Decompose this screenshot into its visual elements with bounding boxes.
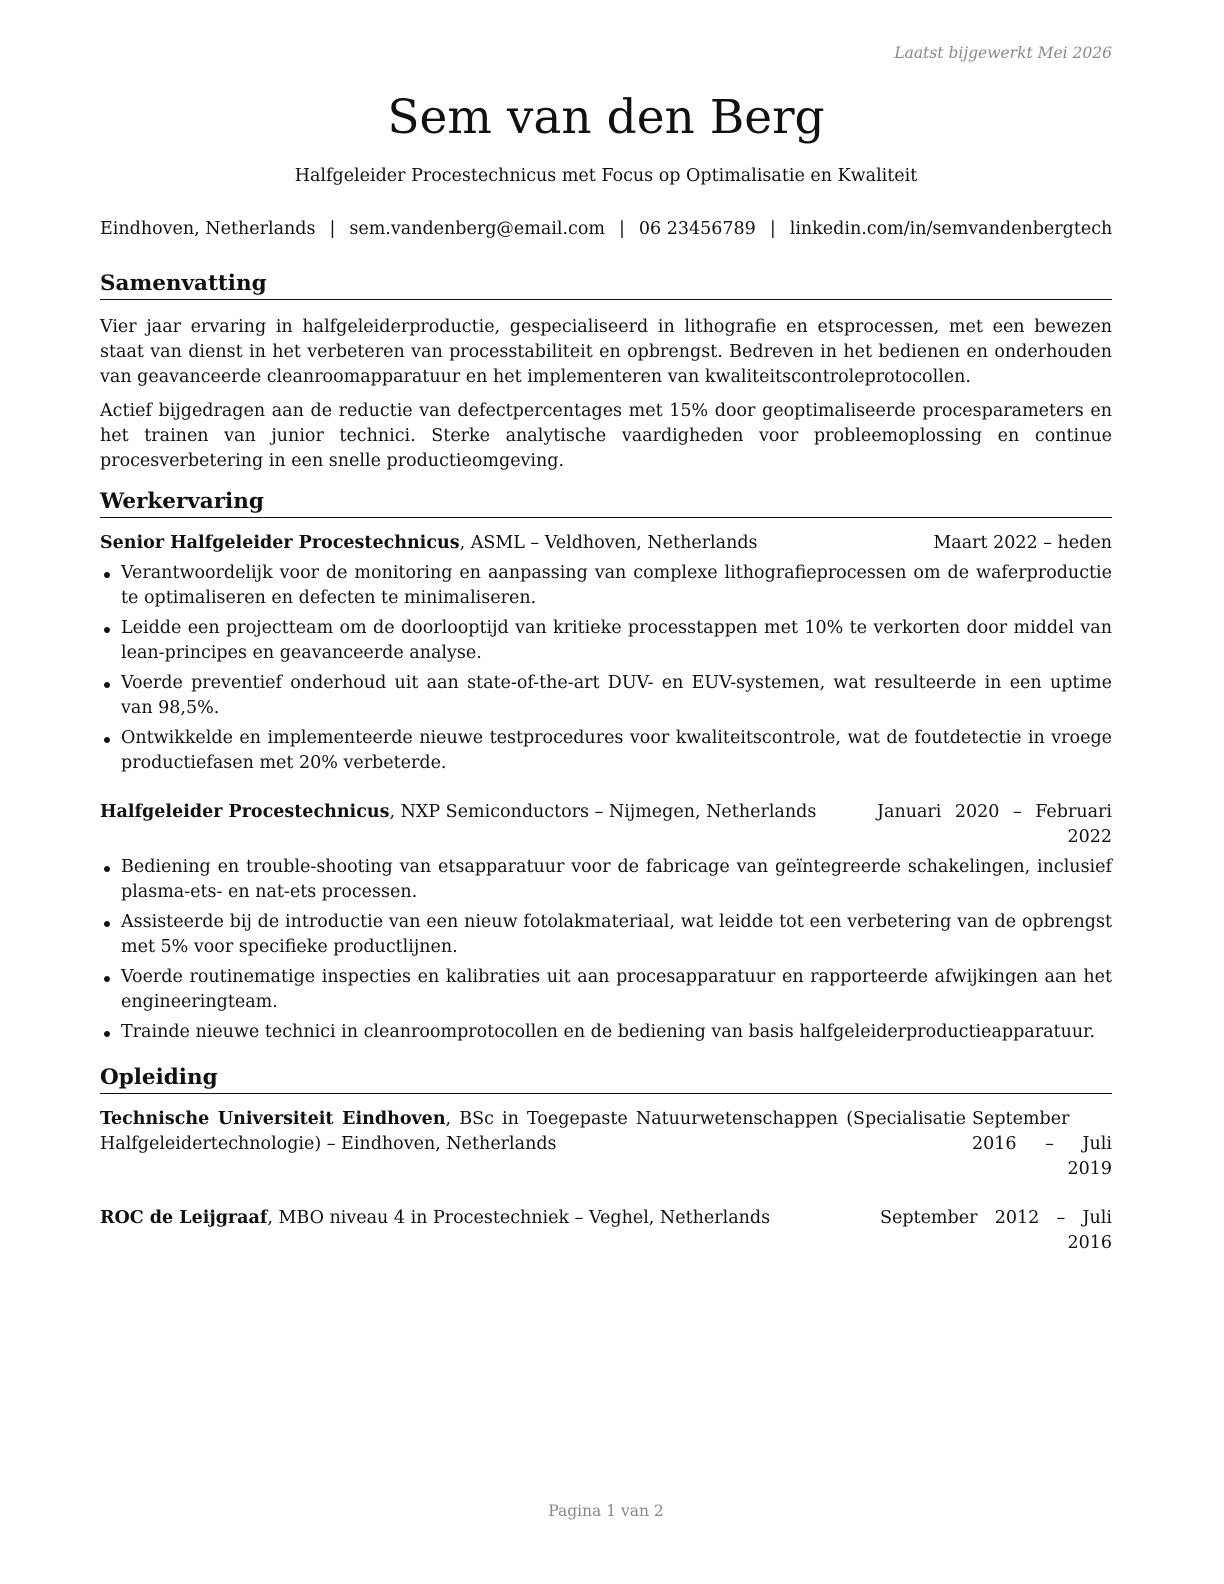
- contact-separator: |: [769, 219, 776, 239]
- last-updated: Laatst bijgewerkt Mei 2026: [894, 44, 1112, 62]
- education-section: [100, 1064, 1112, 1256]
- resume-page: [100, 0, 1112, 1584]
- job-entry: [100, 800, 1112, 1045]
- education-dates: September 2016 – Juli 2019: [972, 1109, 1112, 1179]
- list-item: Voerde preventief onderhoud uit aan state-of-the-art DUV- en EUV-systemen, wat resulteerde in een uptime van 98,5%.: [100, 671, 1112, 721]
- job-title: Senior Halfgeleider Procestechnicus: [100, 533, 460, 553]
- job-header: [100, 531, 1112, 556]
- bullet-icon: [104, 976, 110, 982]
- list-item: Verantwoordelijk voor de monitoring en aanpassing van complexe lithografieprocessen om de waferproductie te optimaliseren en defecten te minimaliseren.: [100, 561, 1112, 611]
- bullet-icon: [104, 737, 110, 743]
- bullet-icon: [104, 682, 110, 688]
- job-bullets: [100, 855, 1112, 1045]
- section-heading-summary: Samenvatting: [100, 270, 1112, 300]
- experience-section: [100, 488, 1112, 1045]
- job-dates: Maart 2022 – heden: [933, 533, 1112, 553]
- contact-separator: |: [329, 219, 336, 239]
- list-item: Bediening en trouble-shooting van etsapparatuur voor de fabricage van geïntegreerde schakelingen, inclusief plasma-ets- en nat-ets processen.: [100, 855, 1112, 905]
- bullet-icon: [104, 572, 110, 578]
- education-entry: [100, 1206, 1112, 1256]
- section-heading-education: Opleiding: [100, 1064, 1112, 1094]
- contact-location: Eindhoven, Netherlands: [100, 219, 316, 239]
- page-number: Pagina 1 van 2: [548, 1502, 664, 1520]
- job-dates: Januari 2020 – Februari 2022: [877, 802, 1112, 847]
- degree-detail: , BSc in Toegepaste Natuurwetenschappen (Specialisatie Halfgeleidertechnologie) – Eindhoven, Netherlands: [100, 1109, 966, 1154]
- contact-phone: 06 23456789: [638, 219, 756, 239]
- contact-line: [100, 219, 1112, 239]
- job-header: [100, 800, 1112, 850]
- education-entry: [100, 1107, 1112, 1182]
- bullet-icon: [104, 921, 110, 927]
- contact-linkedin[interactable]: linkedin.com/in/semvandenbergtech: [789, 219, 1113, 239]
- job-title: Halfgeleider Procestechnicus: [100, 802, 390, 822]
- list-item: Leidde een projectteam om de doorlooptijd van kritieke processtappen met 10% te verkorten door middel van lean-principes en geavanceerde analyse.: [100, 616, 1112, 666]
- candidate-name: Sem van den Berg: [387, 90, 825, 145]
- bullet-icon: [104, 627, 110, 633]
- job-company: , NXP Semiconductors – Nijmegen, Netherlands: [389, 802, 817, 822]
- education-dates: September 2012 – Juli 2016: [880, 1208, 1112, 1253]
- school-name: Technische Universiteit Eindhoven: [100, 1109, 446, 1129]
- list-item: Trainde nieuwe technici in cleanroomprotocollen en de bediening van basis halfgeleiderproductieapparatuur.: [100, 1020, 1112, 1045]
- list-item: Voerde routinematige inspecties en kalibraties uit aan procesapparatuur en rapporteerde afwijkingen aan het engineeringteam.: [100, 965, 1112, 1015]
- school-name: ROC de Leijgraaf: [100, 1208, 268, 1228]
- summary-paragraph: Actief bijgedragen aan de reductie van defectpercentages met 15% door geoptimaliseerde procesparameters en het trainen van junior technici. Sterke analytische vaardigheden voor probleemoplossing en continue procesverbetering in een snelle productieomgeving.: [100, 401, 1112, 471]
- list-item: Assisteerde bij de introductie van een nieuw fotolakmateriaal, wat leidde tot een verbetering van de opbrengst met 5% voor specifieke productlijnen.: [100, 910, 1112, 960]
- bullet-icon: [104, 866, 110, 872]
- summary-section: [100, 270, 1112, 474]
- section-heading-experience: Werkervaring: [100, 488, 1112, 518]
- summary-paragraph: Vier jaar ervaring in halfgeleiderproductie, gespecialiseerd in lithografie en etsprocessen, met een bewezen staat van dienst in het verbeteren van processtabiliteit en opbrengst. Bedreven in het bedienen en onderhouden van geavanceerde cleanroomapparatuur en het implementeren van kwaliteitscontroleprotocollen.: [100, 317, 1112, 387]
- bullet-icon: [104, 1031, 110, 1037]
- list-item: Ontwikkelde en implementeerde nieuwe testprocedures voor kwaliteitscontrole, wat de foutdetectie in vroege productiefasen met 20% verbeterde.: [100, 726, 1112, 776]
- job-company: , ASML – Veldhoven, Netherlands: [459, 533, 758, 553]
- tagline: Halfgeleider Procestechnicus met Focus op Optimalisatie en Kwaliteit: [294, 166, 918, 186]
- degree-detail: , MBO niveau 4 in Procestechniek – Veghel, Netherlands: [267, 1208, 771, 1228]
- job-entry: [100, 531, 1112, 776]
- contact-email[interactable]: sem.vandenberg@email.com: [349, 219, 605, 239]
- job-bullets: [100, 561, 1112, 776]
- contact-separator: |: [619, 219, 625, 239]
